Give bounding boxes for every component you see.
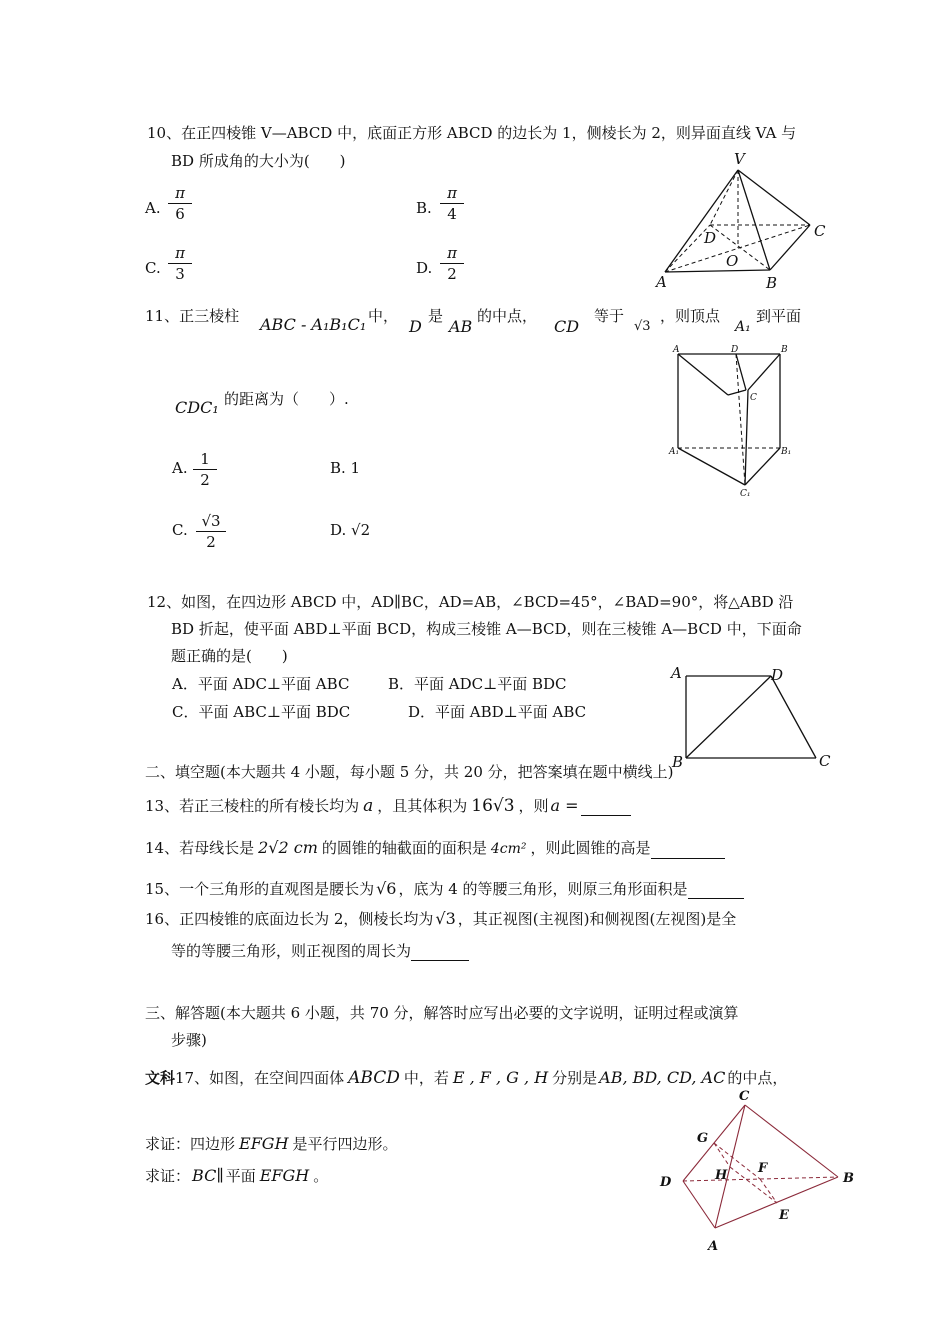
q13-text: 13、若正三棱柱的所有棱长均为 a ，且其体积为 16√3 ，则 a = — [145, 796, 631, 816]
q10-option-a-label: A. — [145, 199, 161, 217]
q17-tetrahedron-figure — [655, 1085, 860, 1255]
q11-option-c-label: C. — [172, 521, 188, 539]
q11-text-3: 是 — [428, 307, 444, 325]
q10-option-b-value: $\frac{\pi}{4}$ — [440, 184, 464, 223]
q11-fig-label-c: C — [750, 393, 757, 403]
q12-line2: BD 折起，使平面 ABD⊥平面 BCD，构成三棱锥 A—BCD，则在三棱锥 A—BCD 中，下面命 — [171, 620, 802, 638]
q11-text-5: 等于 — [594, 307, 625, 325]
q15-text: 15、一个三角形的直观图是腰长为 √6 ，底为 4 的等腰三角形，则原三角形面积是 — [145, 879, 744, 899]
q11-text-2: 中， — [368, 307, 399, 325]
q10-option-d-label: D. — [416, 259, 433, 277]
q11-option-a-value: $\frac{1}{2}$ — [193, 450, 217, 489]
q11-fig-label-c1: C₁ — [740, 489, 751, 499]
q17-fig-label-c: C — [739, 1089, 750, 1104]
q11-text-8: 的距离为（ ）. — [224, 390, 349, 408]
q12-fig-label-d: D — [771, 666, 784, 684]
q16-answer-blank[interactable] — [411, 946, 469, 961]
q10-fig-label-c: C — [814, 222, 826, 240]
q12-line1: 12、如图，在四边形 ABCD 中，AD∥BC，AD=AB，∠BCD=45°，∠BAD=90°，将△ABD 沿 — [147, 593, 794, 611]
q11-fig-label-a1: A₁ — [669, 447, 680, 457]
q10-fig-label-d: D — [704, 229, 717, 247]
q11-fig-label-d: D — [731, 345, 739, 355]
q11-sqrt3: √3 — [634, 319, 651, 334]
q11-vertex-a1: A₁ — [735, 319, 751, 335]
q11-option-d: D. √2 — [330, 521, 371, 539]
q10-fig-label-b: B — [766, 274, 778, 292]
section3-heading-line2: 步骤) — [171, 1031, 207, 1049]
q12-line3: 题正确的是( ) — [171, 647, 288, 665]
q11-fig-label-a: A — [673, 345, 680, 355]
q10-fig-label-o: O — [726, 252, 739, 270]
q10-option-b-label: B. — [416, 199, 432, 217]
q10-line2: BD 所成角的大小为( ) — [171, 152, 346, 170]
q17-statement: 文科17、如图，在空间四面体 ABCD 中，若 E , F , G , H 分别是 AB, BD, CD, AC 的中点， — [145, 1068, 788, 1088]
q11-text-7: 到平面 — [756, 307, 802, 325]
q10-option-d-value: $\frac{\pi}{2}$ — [440, 244, 464, 283]
q11-segment-ab: AB — [449, 317, 473, 336]
q11-point-d: D — [409, 317, 422, 336]
q12-fig-label-b: B — [672, 753, 684, 771]
q11-fig-label-b1: B₁ — [781, 447, 792, 457]
q10-fig-label-a: A — [656, 273, 667, 291]
q12-fig-label-c: C — [819, 752, 831, 770]
q17-fig-label-e: E — [779, 1208, 789, 1223]
q17-proof-2: 求证： BC∥ 平面 EFGH 。 — [145, 1166, 329, 1185]
q17-tag: 文科 — [145, 1069, 176, 1087]
q10-option-c-label: C. — [145, 259, 161, 277]
q17-proof-1: 求证：四边形 EFGH 是平行四边形。 — [145, 1134, 398, 1153]
q12-option-b: B．平面 ADC⊥平面 BDC — [388, 675, 567, 693]
q11-option-b: B. 1 — [330, 459, 361, 477]
q13-answer-blank[interactable] — [581, 801, 631, 816]
q16-line1: 16、正四棱锥的底面边长为 2，侧棱长均为 √3 ，其正视图(主视图)和侧视图(左视图)是全 — [145, 909, 737, 928]
q12-option-c: C．平面 ABC⊥平面 BDC — [172, 703, 351, 721]
q11-segment-cd: CD — [554, 317, 580, 336]
q12-fig-label-a: A — [671, 664, 682, 682]
q14-text: 14、若母线长是 2√2 cm 的圆锥的轴截面的面积是 4cm² ，则此圆锥的高是 — [145, 838, 725, 859]
q17-fig-label-f: F — [758, 1161, 768, 1176]
q17-fig-label-d: D — [660, 1175, 672, 1190]
q11-text-1: 11、正三棱柱 — [145, 307, 240, 325]
q17-fig-label-b: B — [843, 1171, 854, 1186]
q12-option-a: A．平面 ADC⊥平面 ABC — [172, 675, 350, 693]
q10-option-c-value: $\frac{\pi}{3}$ — [168, 244, 192, 283]
q15-answer-blank[interactable] — [688, 884, 744, 899]
q11-prism-figure — [668, 340, 798, 500]
q11-text-6: ，则顶点 — [660, 307, 721, 325]
q10-pyramid-figure — [650, 150, 840, 295]
q12-option-d: D．平面 ABD⊥平面 ABC — [408, 703, 587, 721]
q11-prism-name: ABC - A₁B₁C₁ — [260, 315, 367, 334]
q10-option-a-value: $\frac{\pi}{6}$ — [168, 184, 192, 223]
q16-line2: 等的等腰三角形，则正视图的周长为 — [171, 941, 469, 961]
q11-fig-label-b: B — [781, 345, 788, 355]
q11-text-4: 的中点， — [477, 307, 538, 325]
q11-option-c-value: $\frac{√3}{2}$ — [196, 512, 226, 551]
q17-fig-label-h: H — [715, 1168, 728, 1183]
q10-fig-label-v: V — [734, 150, 745, 168]
q12-quadrilateral-figure — [668, 662, 838, 772]
section2-heading: 二、填空题(本大题共 4 小题，每小题 5 分，共 20 分，把答案填在题中横线上) — [145, 763, 674, 781]
q14-answer-blank[interactable] — [651, 844, 725, 859]
q17-fig-label-a: A — [708, 1239, 719, 1254]
q17-fig-label-g: G — [697, 1131, 709, 1146]
q11-plane-cdc1: CDC₁ — [175, 398, 219, 417]
q10-line1: 10、在正四棱锥 V—ABCD 中，底面正方形 ABCD 的边长为 1，侧棱长为 2，则异面直线 VA 与 — [147, 124, 797, 142]
q11-option-a-label: A. — [172, 459, 188, 477]
section3-heading-line1: 三、解答题(本大题共 6 小题，共 70 分，解答时应写出必要的文字说明，证明过程或演算 — [145, 1004, 739, 1022]
